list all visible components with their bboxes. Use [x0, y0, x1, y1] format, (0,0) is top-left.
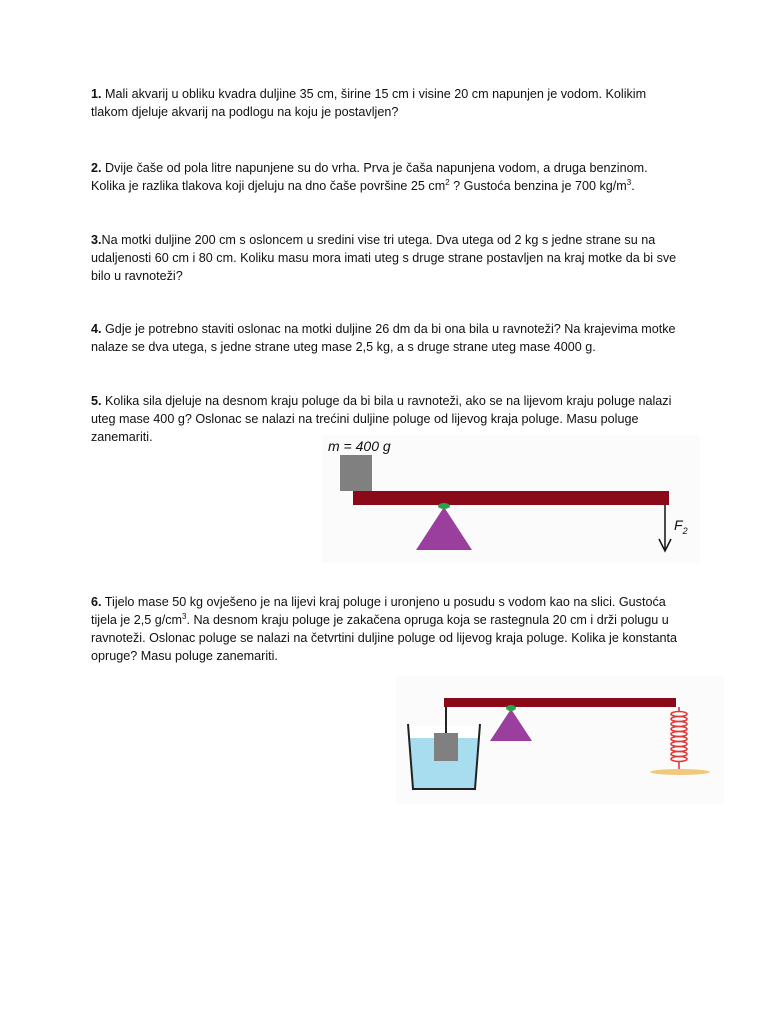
fulcrum-triangle — [490, 709, 532, 741]
problem-number: 2. — [91, 161, 102, 175]
problem-text: . Na desnom kraju poluge je zakačena opruga koja se rastegnula 20 cm i drži polugu u ravnoteži. Oslonac poluge se nalazi na četvrtini duljine poluge od lijevog kraja poluge. Kolika je konstanta opruge? Masu poluge zanemariti. — [91, 613, 677, 663]
problem-text: Tijelo mase 50 kg ovješeno je na lijevi kraj poluge i uronjeno u posudu s vodom kao na slici. Gustoća tijela je 2,5 g/cm — [91, 595, 666, 627]
pivot-point — [438, 503, 450, 509]
superscript: 2 — [445, 177, 450, 187]
pivot-point — [506, 705, 516, 711]
lever-spring-diagram — [396, 676, 724, 804]
problem-6 — [91, 593, 681, 665]
lever-figure-6 — [396, 676, 724, 804]
superscript: 3 — [182, 611, 187, 621]
problem-3 — [91, 231, 681, 285]
problem-1 — [91, 85, 681, 121]
problem-text: Na motki duljine 200 cm s osloncem u sredini vise tri utega. Dva utega od 2 kg s jedne strane su na udaljenosti 60 cm i 80 cm. Koliku masu mora imati uteg s druge strane postavljen na kraj motke da bi sve bilo u ravnoteži? — [91, 233, 677, 283]
weight-block — [340, 455, 372, 491]
lever-bar — [353, 491, 669, 505]
spring-base — [650, 769, 710, 775]
lever-diagram — [322, 435, 700, 563]
problem-number: 5. — [91, 394, 102, 408]
lever-figure-5 — [322, 435, 700, 563]
submerged-body — [434, 733, 458, 761]
problem-text: Dvije čaše od pola litre napunjene su do vrha. Prva je čaša napunjena vodom, a druga benzinom. Kolika je razlika tlakova koji djeluju na dno čaše površine 25 cm — [91, 161, 648, 193]
mass-label: m = 400 g — [328, 438, 391, 454]
problem-text: ? Gustoća benzina je 700 kg/m — [449, 179, 627, 193]
problem-text: Kolika sila djeluje na desnom kraju poluge da bi bila u ravnoteži, ako se na lijevom kraju poluge nalazi uteg mase 400 g? Oslonac se nalazi na trećini duljine poluge od lijevog kraja poluge. Masu poluge zanemariti. — [91, 394, 672, 444]
problem-number: 3. — [91, 233, 102, 247]
problem-number: 6. — [91, 595, 102, 609]
superscript: 3 — [626, 177, 632, 187]
problem-number: 4. — [91, 322, 102, 336]
problem-4 — [91, 320, 681, 356]
lever-bar — [444, 698, 676, 707]
fulcrum-triangle — [416, 507, 472, 550]
problem-text: Gdje je potrebno staviti oslonac na motki duljine 26 dm da bi ona bila u ravnoteži? Na krajevima motke nalaze se dva utega, s jedne strane uteg mase 2,5 kg, a s druge strane uteg mase 4000 g. — [91, 322, 676, 354]
spring — [671, 707, 687, 770]
force-label: $F_2$ — [674, 517, 688, 536]
problem-2 — [91, 159, 681, 195]
problem-number: 1. — [91, 87, 102, 101]
problem-text: . — [631, 179, 635, 193]
problem-text: Mali akvarij u obliku kvadra duljine 35 cm, širine 15 cm i visine 20 cm napunjen je vodom. Kolikim tlakom djeluje akvarij na podlogu na koju je postavljen? — [91, 87, 647, 119]
